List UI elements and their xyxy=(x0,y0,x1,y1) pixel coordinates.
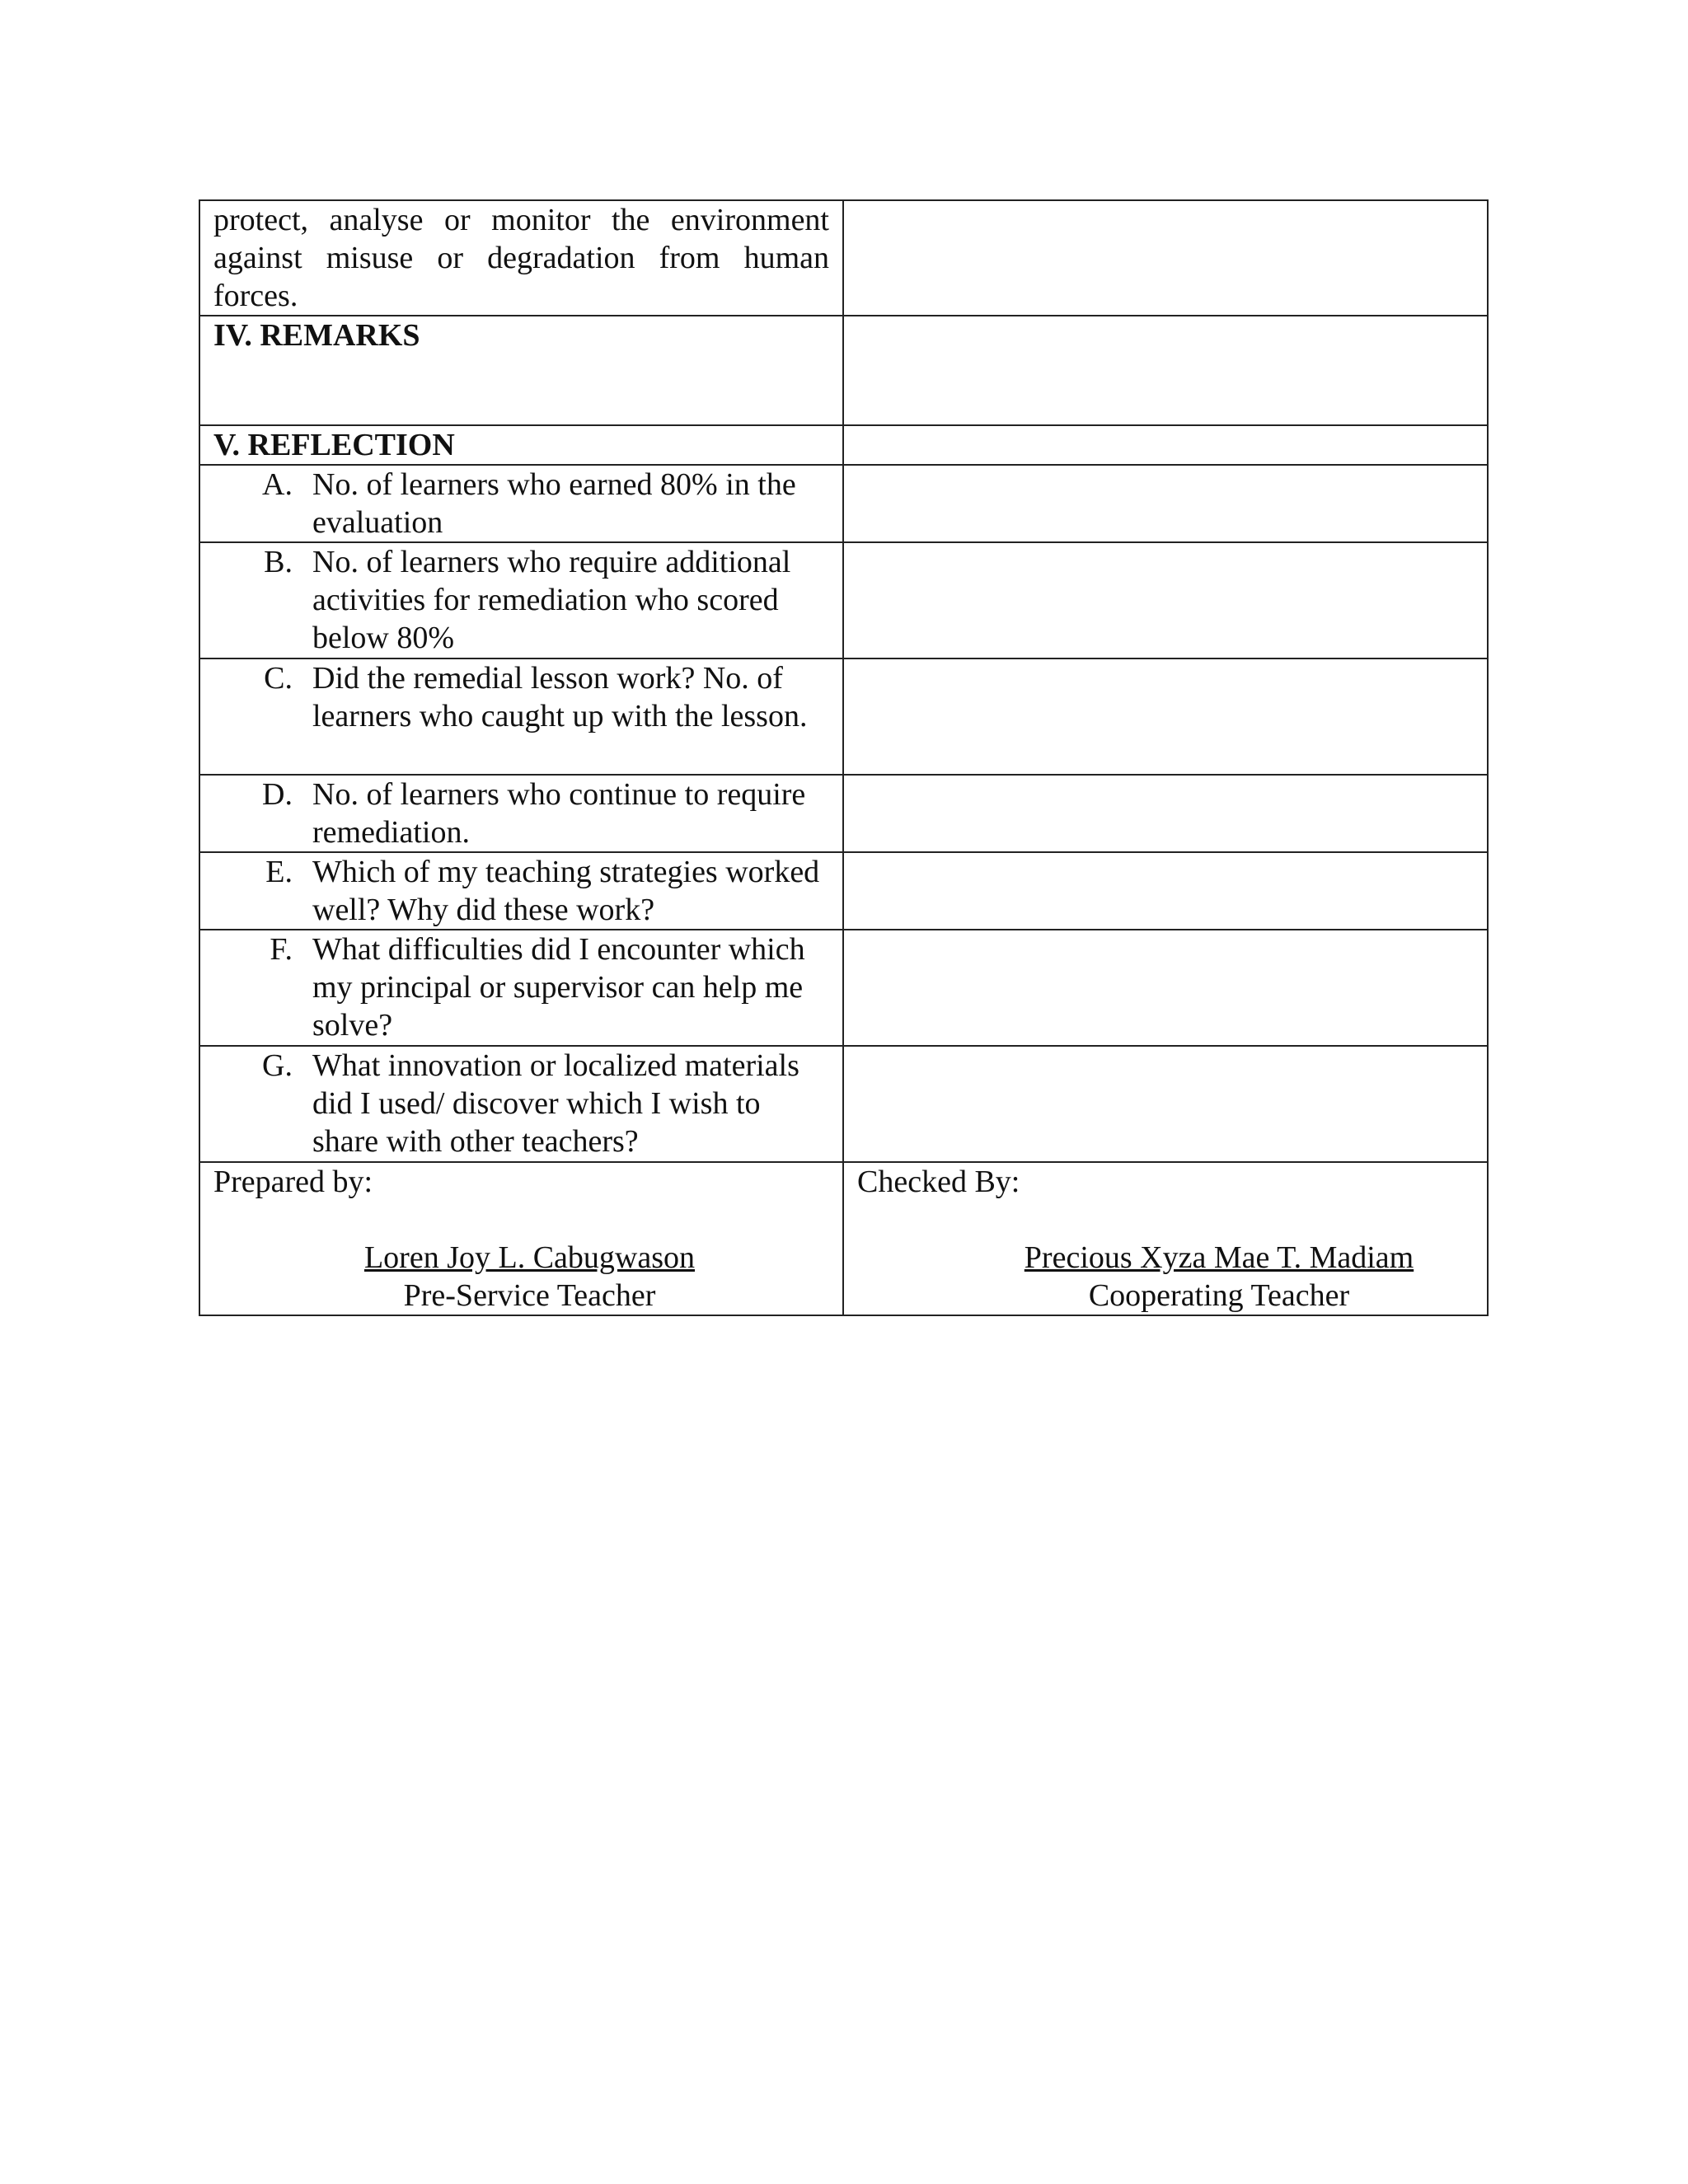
reflection-item xyxy=(213,543,829,657)
signature-row xyxy=(199,1162,1488,1315)
item-text: No. of learners who earned 80% in the evaluation xyxy=(312,467,796,540)
item-letter: B. xyxy=(264,545,293,579)
checked-by-cell xyxy=(843,1162,1488,1315)
empty-cell xyxy=(843,200,1488,316)
reflection-row xyxy=(199,542,1488,658)
item-text: What innovation or localized materials did I used/ discover which I wish to share with other teachers? xyxy=(312,1048,799,1159)
item-letter: F. xyxy=(270,932,293,967)
reflection-heading: V. REFLECTION xyxy=(199,425,843,465)
item-letter: D. xyxy=(262,777,293,812)
table-row xyxy=(199,200,1488,316)
reflection-item xyxy=(213,776,829,851)
item-letter: C. xyxy=(264,661,293,696)
prepared-by-name: Loren Joy L. Cabugwason xyxy=(363,1240,696,1275)
reflection-row xyxy=(199,465,1488,542)
empty-cell xyxy=(843,425,1488,465)
prepared-by-signature xyxy=(213,1239,829,1315)
continuation-text: protect, analyse or monitor the environment against misuse or degradation from human forces. xyxy=(199,200,843,316)
prepared-by-role: Pre-Service Teacher xyxy=(403,1278,656,1313)
reflection-item xyxy=(213,466,829,541)
reflection-row xyxy=(199,658,1488,775)
prepared-by-cell xyxy=(199,1162,843,1315)
answer-cell xyxy=(843,930,1488,1046)
reflection-row xyxy=(199,775,1488,852)
lesson-plan-table xyxy=(199,199,1489,1316)
table-row xyxy=(199,316,1488,425)
prepared-by-label: Prepared by: xyxy=(213,1165,373,1199)
checked-by-label: Checked By: xyxy=(857,1165,1020,1199)
reflection-row xyxy=(199,1046,1488,1162)
item-text: No. of learners who continue to require remediation. xyxy=(312,777,806,850)
reflection-row xyxy=(199,930,1488,1046)
checked-by-name: Precious Xyza Mae T. Madiam xyxy=(1024,1240,1414,1275)
answer-cell xyxy=(843,465,1488,542)
item-text: Which of my teaching strategies worked well? Why did these work? xyxy=(312,855,820,927)
item-text: No. of learners who require additional activities for remediation who scored below 80% xyxy=(312,545,791,655)
table-row xyxy=(199,425,1488,465)
reflection-item xyxy=(213,1047,829,1160)
answer-cell xyxy=(843,775,1488,852)
item-text: Did the remedial lesson work? No. of learners who caught up with the lesson. xyxy=(312,661,808,733)
remarks-heading: IV. REMARKS xyxy=(199,316,843,425)
item-text: What difficulties did I encounter which my principal or supervisor can help me solve? xyxy=(312,932,805,1043)
reflection-item xyxy=(213,930,829,1044)
answer-cell xyxy=(843,542,1488,658)
checked-by-signature xyxy=(857,1239,1474,1315)
reflection-item xyxy=(213,659,829,735)
answer-cell xyxy=(843,1046,1488,1162)
item-letter: G. xyxy=(262,1048,293,1083)
remarks-cell xyxy=(843,316,1488,425)
reflection-row xyxy=(199,852,1488,930)
answer-cell xyxy=(843,658,1488,775)
reflection-item xyxy=(213,853,829,929)
answer-cell xyxy=(843,852,1488,930)
checked-by-role: Cooperating Teacher xyxy=(1088,1278,1350,1313)
item-letter: A. xyxy=(262,467,293,502)
item-letter: E. xyxy=(265,855,293,889)
